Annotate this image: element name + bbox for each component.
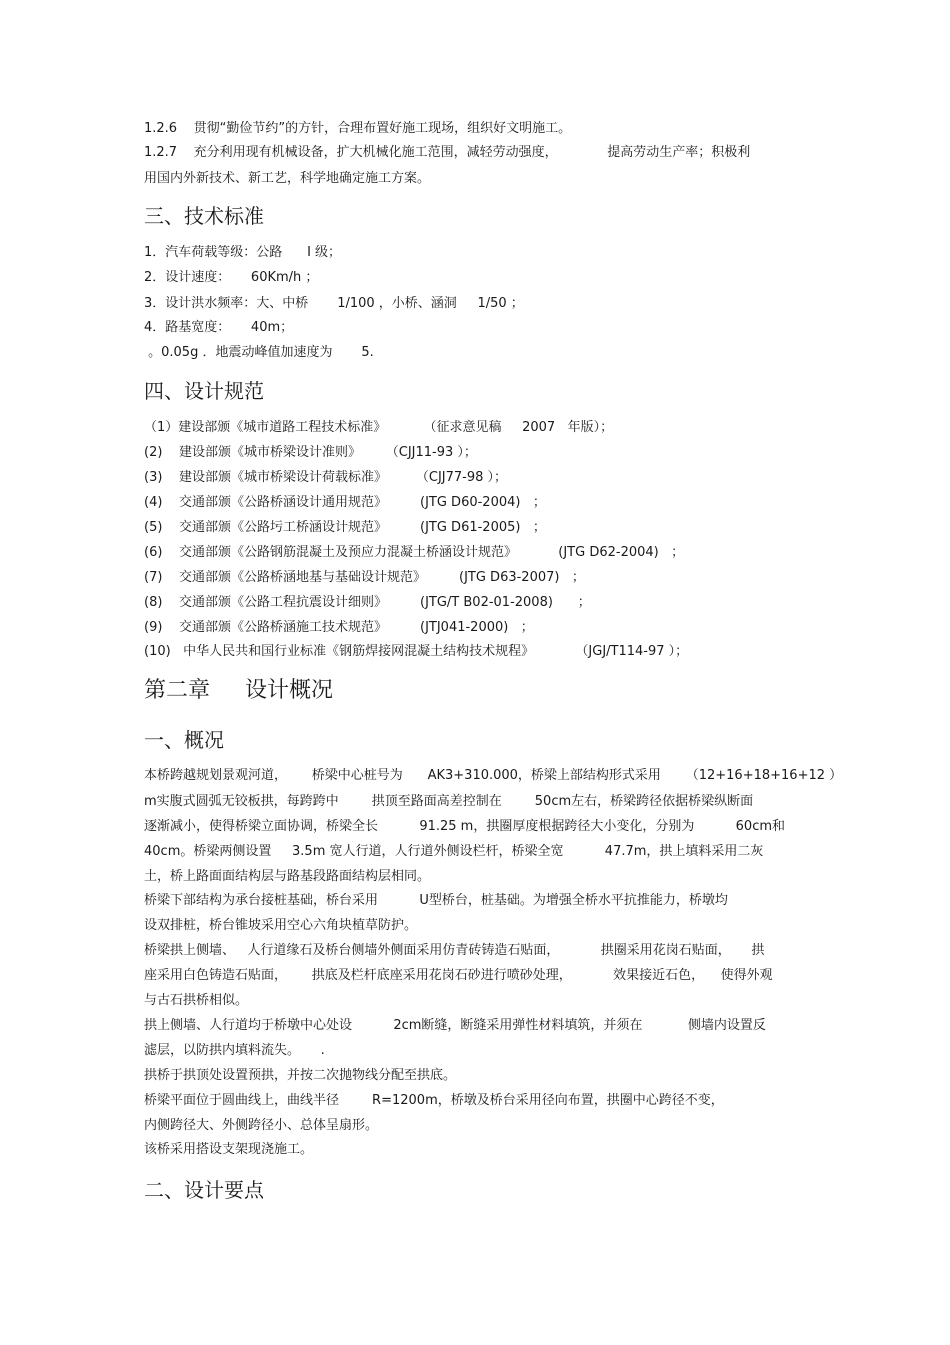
list-item: (4) 交通部颁《公路桥涵设计通用规范》 (JTG D60-2004) ； [144,495,546,510]
paragraph-line: m实腹式圆弧无铰板拱，每跨跨中 拱顶至路面高差控制在 50cm左右，桥梁跨径依据桥梁纵断面 [144,794,754,809]
paragraph-line: 用国内外新技术、新工艺，科学地确定施工方案。 [144,171,431,186]
paragraph-line: 拱桥于拱顶处设置预拱，并按二次抛物线分配至拱底。 [144,1068,457,1083]
section-heading-design-codes: 四、设计规范 [144,379,264,403]
list-item: 。0.05g ．地震动峰值加速度为 5. [144,345,374,360]
section-heading-overview: 一、概况 [144,728,224,752]
paragraph-line: 桥梁拱上侧墙、 人行道缘石及桥台侧墙外侧面采用仿青砖铸造石贴面， 拱圈采用花岗石贴面， 拱 [144,943,765,958]
list-item: (3) 建设部颁《城市桥梁设计荷载标准》 （CJJ77-98 ）； [144,470,508,485]
paragraph-line: 本桥跨越规划景观河道， 桥梁中心桩号为 AK3+310.000，桥梁上部结构形式采用 （12+16+18+16+12 ） [144,768,843,783]
list-item: (6) 交通部颁《公路钢筋混凝土及预应力混凝土桥涵设计规范》 (JTG D62-2004) ； [144,545,685,560]
paragraph-line: 土，桥上路面面结构层与路基段路面结构层相同。 [144,869,431,884]
list-item: 4．路基宽度： 40m； [144,320,294,335]
section-heading-tech-standards: 三、技术标准 [144,204,264,228]
paragraph-line: 该桥采用搭设支架现浇施工。 [144,1142,314,1157]
list-item: （1）建设部颁《城市道路工程技术标准》 （征求意见稿 2007 年版）； [144,420,614,435]
paragraph-line: 拱上侧墙、人行道均于桥墩中心处设 2cm断缝，断缝采用弹性材料填筑，并须在 侧墙内设置反 [144,1018,766,1033]
list-item: 1．汽车荷载等级：公路 Ⅰ 级； [144,245,342,260]
paragraph-line: 滤层，以防拱内填料流失。 . [144,1043,325,1058]
paragraph-line: 1.2.7 充分利用现有机械设备，扩大机械化施工范围，减轻劳动强度， 提高劳动生产率；积极利 [144,145,751,160]
paragraph-line: 桥梁平面位于圆曲线上，曲线半径 R=1200m，桥墩及桥台采用径向布置，拱圈中心跨径不变， [144,1093,724,1108]
paragraph-line: 1.2.6 贯彻“勤俭节约”的方针，合理布置好施工现场，组织好文明施工。 [144,121,572,136]
list-item: (7) 交通部颁《公路桥涵地基与基础设计规范》 (JTG D63-2007) ； [144,570,585,585]
section-heading-design-points: 二、设计要点 [144,1178,264,1202]
paragraph-line: 内侧跨径大、外侧跨径小、总体呈扇形。 [144,1118,379,1133]
paragraph-line: 座采用白色铸造石贴面， 拱底及栏杆底座采用花岗石砂进行喷砂处理， 效果接近石色， 使得外观 [144,968,773,983]
list-item: (10) 中华人民共和国行业标准《钢筋焊接网混凝土结构技术规程》 （JGJ/T114-97 ）； [144,644,689,659]
chapter-title: 第二章 设计概况 [144,678,333,703]
list-item: (5) 交通部颁《公路圬工桥涵设计规范》 (JTG D61-2005) ； [144,520,546,535]
paragraph-line: 与古石拱桥相似。 [144,993,249,1008]
list-item: 3．设计洪水频率：大、中桥 1/100 ，小桥、涵洞 1/50 ； [144,296,524,311]
list-item: (8) 交通部颁《公路工程抗震设计细则》 (JTG/T B02-01-2008) ； [144,595,591,610]
list-item: (9) 交通部颁《公路桥涵施工技术规范》 (JTJ041-2000) ； [144,620,534,635]
paragraph-line: 设双排桩，桥台锥坡采用空心六角块植草防护。 [144,918,418,933]
paragraph-line: 桥梁下部结构为承台接桩基础，桥台采用 U型桥台，桩基础。为增强全桥水平抗推能力，桥墩均 [144,893,728,908]
list-item: (2) 建设部颁《城市桥梁设计准则》 （CJJ11-93 ）； [144,445,477,460]
paragraph-line: 40cm。桥梁两侧设置 3.5m 宽人行道，人行道外侧设栏杆，桥梁全宽 47.7m，拱上填料采用二灰 [144,844,764,859]
list-item: 2．设计速度： 60Km/h ； [144,270,319,285]
paragraph-line: 逐渐减小，使得桥梁立面协调，桥梁全长 91.25 m，拱圈厚度根据跨径大小变化，分别为 60cm和 [144,819,786,834]
